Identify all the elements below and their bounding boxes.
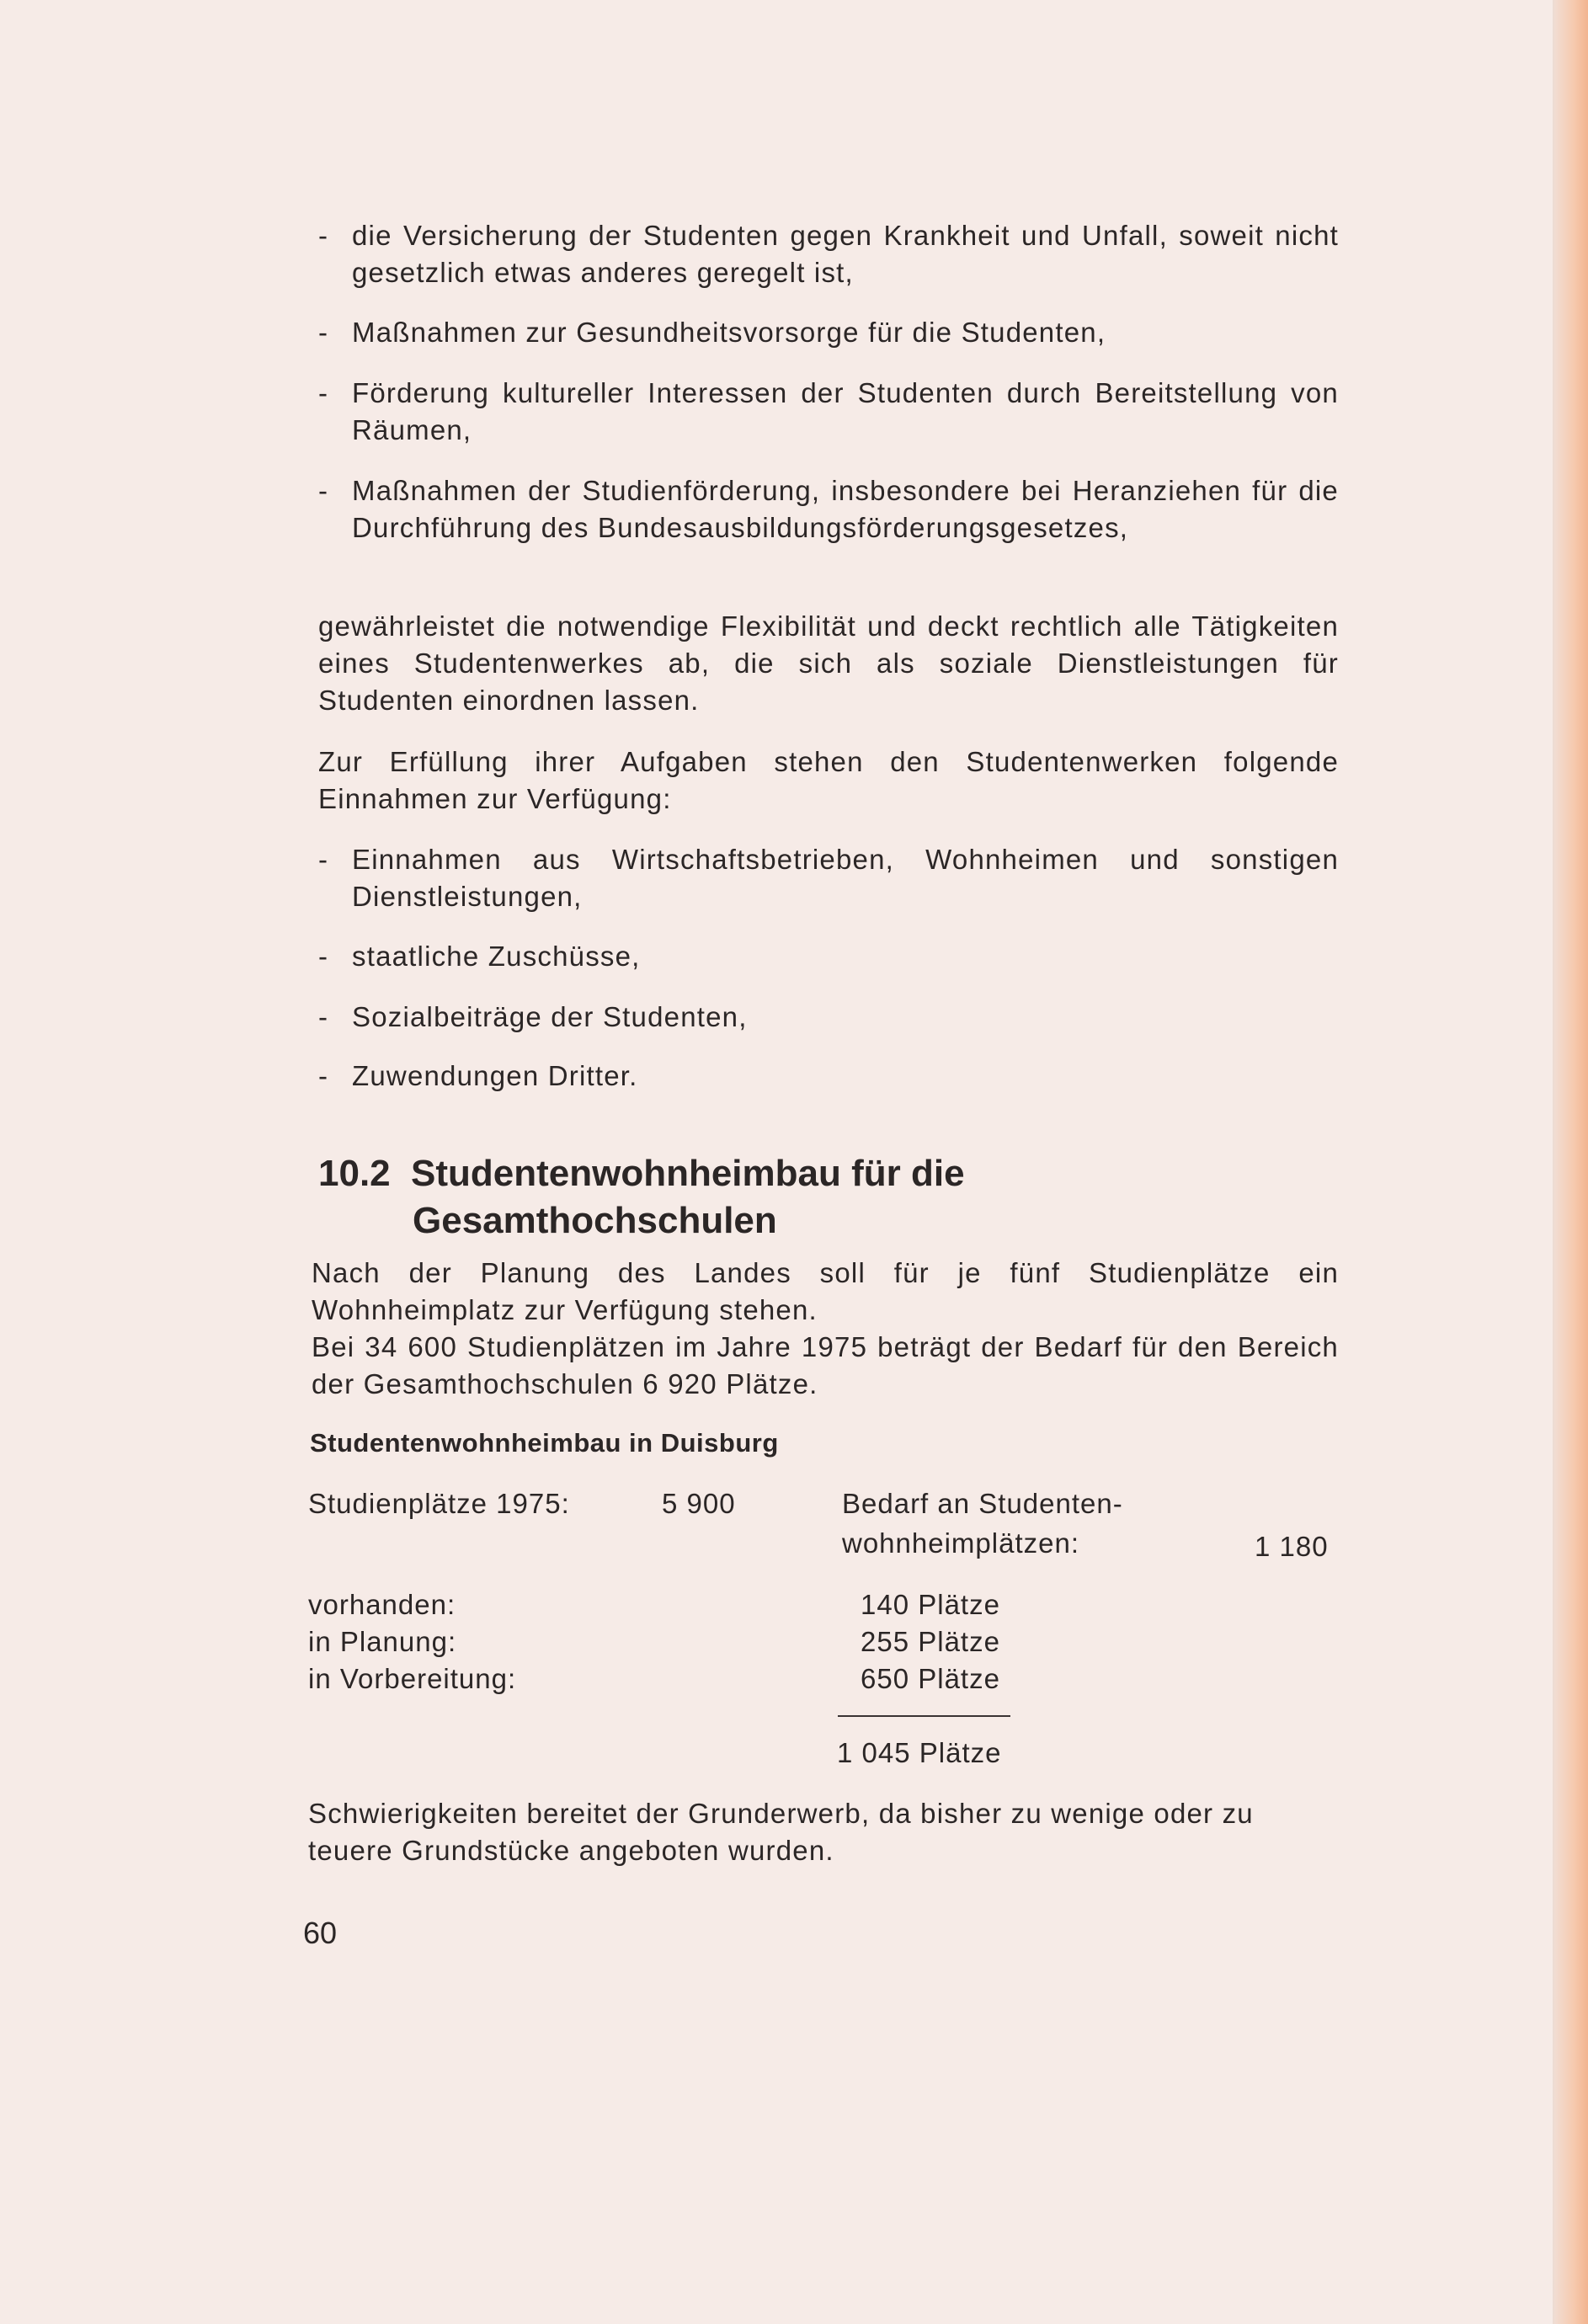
bedarf-label-line1: Bedarf an Studenten-	[842, 1488, 1123, 1519]
section-heading-line1	[318, 1150, 1329, 1197]
paragraph: Nach der Planung des Landes soll für je fünf Studienplätze ein Wohnheimplatz zur Verfügung stehen.	[312, 1257, 1339, 1325]
list-item	[318, 938, 1339, 975]
list-item-text: Maßnahmen der Studienförderung, insbesondere bei Heranziehen für die Durchführung des Bundesausbildungsförderungsgesetzes,	[352, 475, 1339, 543]
list-dash: -	[318, 220, 329, 251]
total-value: 1 045 Plätze	[837, 1737, 1002, 1768]
list-item-text: Einnahmen aus Wirtschaftsbetrieben, Wohnheimen und sonstigen Dienstleistungen,	[352, 844, 1339, 912]
list-item-text: Förderung kultureller Interessen der Studenten durch Bereitstellung von Räumen,	[352, 377, 1339, 445]
sum-rule	[838, 1715, 1010, 1717]
list-item-text: staatliche Zuschüsse,	[352, 941, 641, 972]
bedarf-label-line2: wohnheimplätzen:	[842, 1527, 1079, 1559]
list-item	[318, 375, 1339, 449]
table-row-label: vorhanden:	[308, 1589, 456, 1620]
list-dash: -	[318, 377, 329, 408]
studienplaetze-value: 5 900	[662, 1488, 736, 1519]
table-row-value: 650 Plätze	[861, 1663, 1000, 1694]
list-item	[318, 841, 1339, 915]
list-dash: -	[318, 1001, 329, 1032]
section-title-line1: Studentenwohnheimbau für die	[411, 1153, 965, 1194]
section-number: 10.2	[318, 1153, 391, 1194]
list-item-text: Zuwendungen Dritter.	[352, 1060, 638, 1091]
bedarf-value: 1 180	[1255, 1531, 1329, 1562]
list-item	[318, 472, 1339, 546]
paragraph: gewährleistet die notwendige Flexibilität und deckt rechtlich alle Tätigkeiten eines Studentenwerkes ab, die sich als soziale Dienstleistungen für Studenten einordnen lassen.	[318, 610, 1339, 716]
paragraph: Schwierigkeiten bereitet der Grunderwerb, da bisher zu wenige oder zu teuere Grundstücke angeboten wurden.	[308, 1798, 1254, 1866]
list-dash: -	[318, 844, 329, 875]
table-row-value: 255 Plätze	[861, 1626, 1000, 1657]
list-item	[318, 217, 1339, 291]
list-item-text: Sozialbeiträge der Studenten,	[352, 1001, 748, 1032]
list-item-text: die Versicherung der Studenten gegen Krankheit und Unfall, soweit nicht gesetzlich etwas anderes geregelt ist,	[352, 220, 1339, 288]
list-item	[318, 999, 1339, 1036]
duisburg-heading: Studentenwohnheimbau in Duisburg	[310, 1428, 779, 1458]
page-number: 60	[303, 1916, 338, 1950]
section-heading	[318, 1150, 1329, 1245]
list-dash: -	[318, 1060, 329, 1091]
paragraph: Zur Erfüllung ihrer Aufgaben stehen den Studentenwerken folgende Einnahmen zur Verfügung:	[318, 746, 1339, 814]
list-item	[318, 1058, 1339, 1095]
list-dash: -	[318, 475, 329, 506]
table-row-label: in Vorbereitung:	[308, 1663, 517, 1694]
list-dash: -	[318, 317, 329, 348]
studienplaetze-label: Studienplätze 1975:	[308, 1488, 570, 1519]
paragraph: Bei 34 600 Studienplätzen im Jahre 1975 beträgt der Bedarf für den Bereich der Gesamthochschulen 6 920 Plätze.	[312, 1331, 1339, 1399]
list-dash: -	[318, 941, 329, 972]
list-item-text: Maßnahmen zur Gesundheitsvorsorge für die Studenten,	[352, 317, 1106, 348]
table-row-value: 140 Plätze	[861, 1589, 1000, 1620]
page-edge-shade	[1554, 0, 1588, 2324]
table-row-label: in Planung:	[308, 1626, 457, 1657]
section-title-line2: Gesamthochschulen	[413, 1200, 777, 1241]
list-item	[318, 314, 1339, 351]
